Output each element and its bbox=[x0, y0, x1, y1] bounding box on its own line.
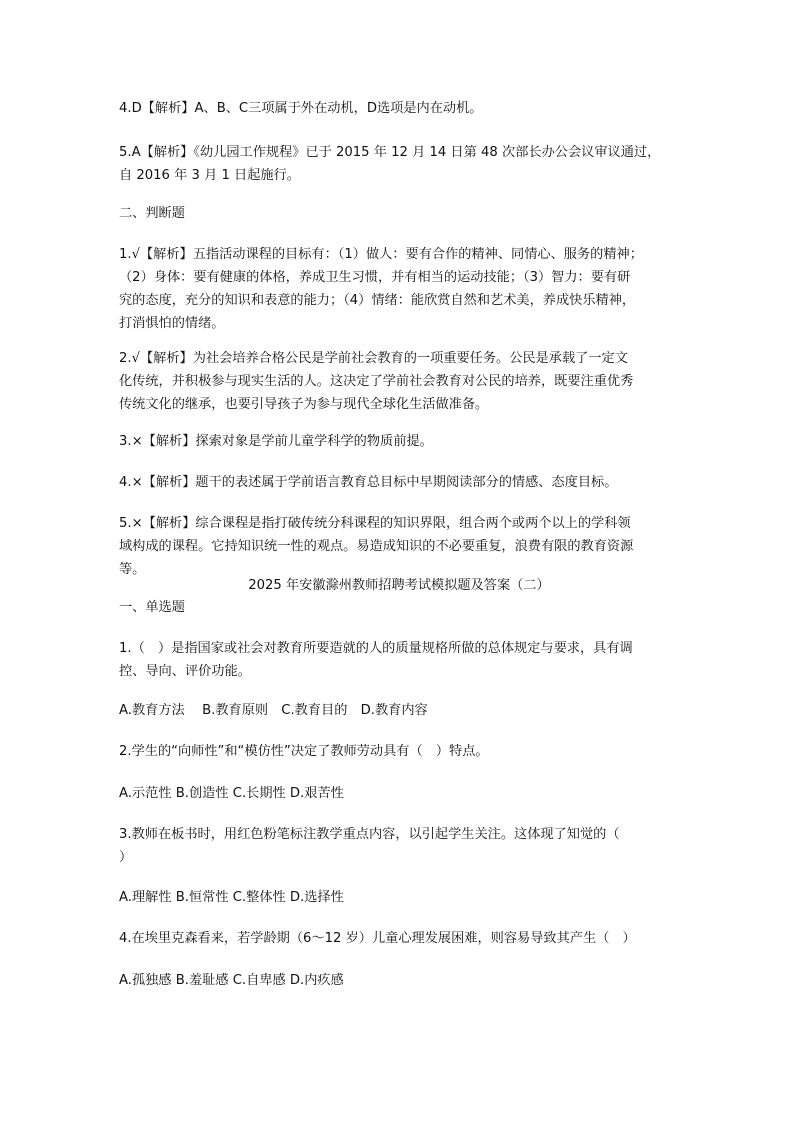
question-1: 1.（ ）是指国家或社会对教育所要造就的人的质量规格所做的总体规定与要求，具有调 控、导向、评价功能。 bbox=[119, 641, 633, 679]
judgement-answer-5: 5.×【解析】综合课程是指打破传统分科课程的知识界限，组合两个或两个以上的学科领 域构成的课程。它持知识统一性的观点。易造成知识的不必要重复，浪费有限的教育资源 等。 bbox=[119, 516, 634, 577]
exam-title: 2025 年安徽滁州教师招聘考试模拟题及答案（二） bbox=[248, 578, 550, 593]
judgement-answer-2: 2.√【解析】为社会培养合格公民是学前社会教育的一项重要任务。公民是承载了一定文 化传统，并积极参与现实生活的人。这决定了学前社会教育对公民的培养，既要注重优秀 传统文化的继承，也要引导孩子为参与现代全球化生活做准备。 bbox=[119, 351, 634, 412]
question-3-options: A.理解性 B.恒常性 C.整体性 D.选择性 bbox=[119, 890, 344, 905]
single-choice-heading: 一、单选题 bbox=[119, 600, 185, 615]
question-4: 4.在埃里克森看来，若学龄期（6～12 岁）儿童心理发展困难，则容易导致其产生（ ） bbox=[119, 931, 636, 946]
answer-5-a: 5.A【解析】《幼儿园工作规程》已于 2015 年 12 月 14 日第 48 次部长办公会议审议通过， 自 2016 年 3 月 1 日起施行。 bbox=[119, 145, 661, 183]
judgement-heading: 二、判断题 bbox=[119, 206, 185, 221]
answer-4-d: 4.D【解析】A、B、C三项属于外在动机，D选项是内在动机。 bbox=[119, 101, 483, 116]
judgement-answer-1: 1.√【解析】五指活动课程的目标有：（1）做人：要有合作的精神、同情心、服务的精神； （2）身体：要有健康的体格，养成卫生习惯，并有相当的运动技能；（3）智力：要有研 究的态度，充分的知识和表意的能力；（4）情绪：能欣赏自然和艺术美，养成快乐精神， 打消惧怕的情绪。 bbox=[119, 247, 643, 331]
question-3: 3.教师在板书时，用红色粉笔标注教学重点内容，以引起学生关注。这体现了知觉的（ ） bbox=[119, 827, 620, 865]
question-2-options: A.示范性 B.创造性 C.长期性 D.艰苦性 bbox=[119, 786, 344, 801]
question-2: 2.学生的“向师性”和“模仿性”决定了教师劳动具有（ ）特点。 bbox=[119, 744, 489, 759]
judgement-answer-3: 3.×【解析】探索对象是学前儿童学科学的物质前提。 bbox=[119, 434, 433, 449]
question-1-options: A.教育方法 B.教育原则 C.教育目的 D.教育内容 bbox=[119, 703, 428, 718]
judgement-answer-4: 4.×【解析】题干的表述属于学前语言教育总目标中早期阅读部分的情感、态度目标。 bbox=[119, 475, 618, 490]
question-4-options: A.孤独感 B.羞耻感 C.自卑感 D.内疚感 bbox=[119, 973, 344, 988]
